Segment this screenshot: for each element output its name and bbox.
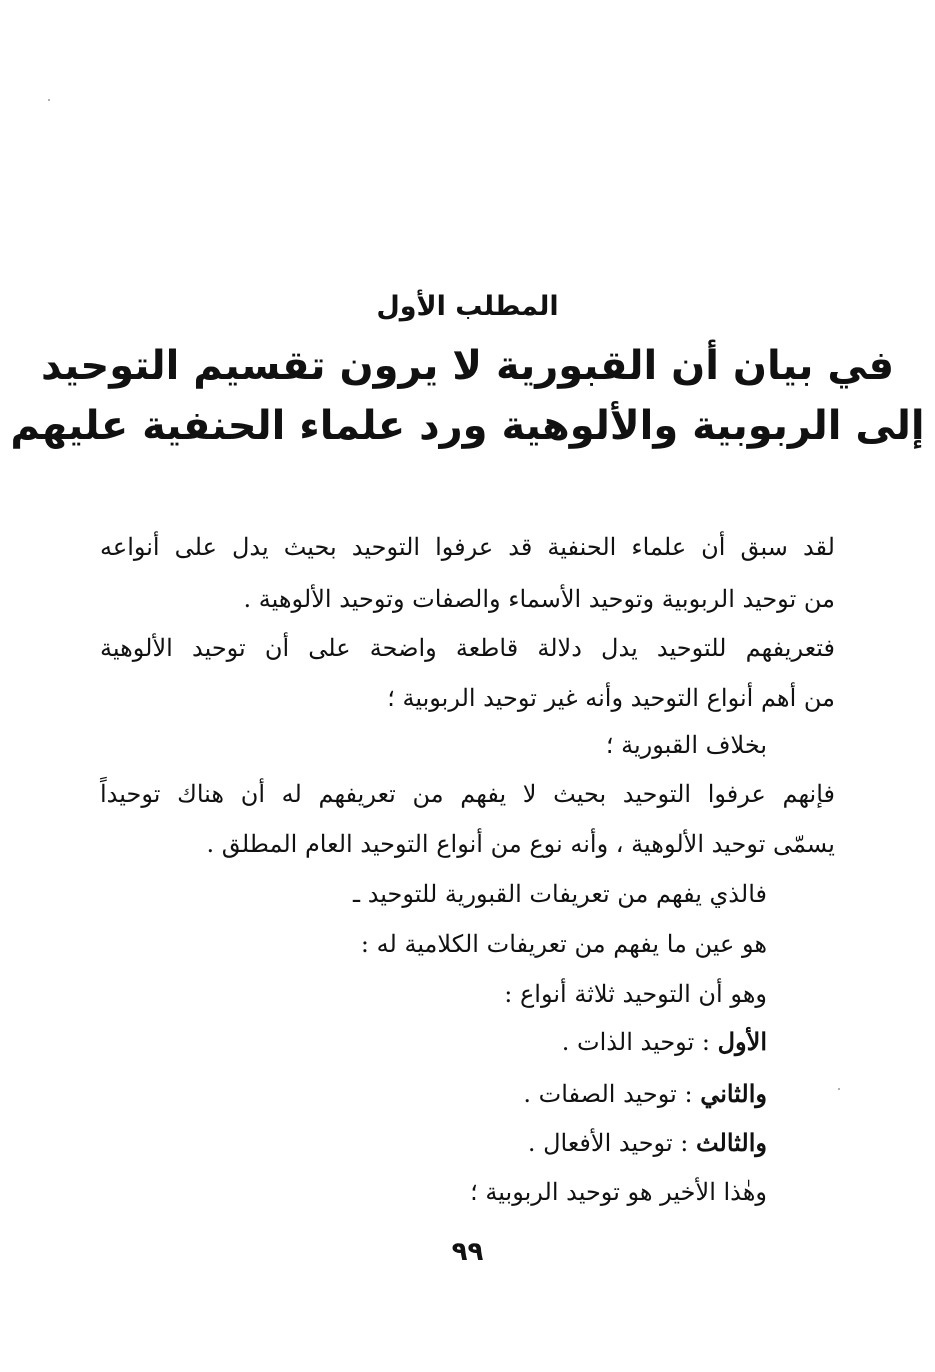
body-line-4: من أهم أنواع التوحيد وأنه غير توحيد الربوبية ؛	[387, 684, 835, 712]
body-line-7: يسمّى توحيد الألوهية ، وأنه نوع من أنواع التوحيد العام المطلق .	[206, 830, 835, 858]
chapter-title-line-2: إلى الربوبية والألوهية ورد علماء الحنفية عليهم	[10, 403, 925, 449]
body-line-6: فإنهم عرفوا التوحيد بحيث لا يفهم من تعريفهم له أن هناك توحيداً	[100, 780, 835, 808]
chapter-title-line-1: في بيان أن القبورية لا يرون تقسيم التوحيد	[40, 343, 895, 389]
body-line-8: فالذي يفهم من تعريفات القبورية للتوحيد ـ	[353, 880, 767, 908]
body-line-9: هو عين ما يفهم من تعريفات الكلامية له :	[360, 930, 767, 958]
list-item-text: : توحيد الذات .	[561, 1028, 710, 1056]
list-item-label: والثالث	[695, 1128, 767, 1157]
body-line-3: فتعريفهم للتوحيد يدل دلالة قاطعة واضحة على أن توحيد الألوهية	[100, 634, 835, 662]
list-item-text: : توحيد الأفعال .	[527, 1129, 689, 1157]
list-item-3	[528, 1125, 767, 1161]
list-item-label: والثاني	[700, 1079, 767, 1108]
page-number: ٩٩	[451, 1237, 484, 1267]
list-item-1	[562, 1024, 767, 1060]
list-item-text: : توحيد الصفات .	[523, 1080, 693, 1108]
body-line-2: من توحيد الربوبية وتوحيد الأسماء والصفات وتوحيد الألوهية .	[243, 585, 835, 613]
section-label: المطلب الأول	[376, 291, 559, 322]
body-line-5: بخلاف القبورية ؛	[605, 731, 767, 759]
body-line-10: وهو أن التوحيد ثلاثة أنواع :	[504, 980, 767, 1008]
body-line-1: لقد سبق أن علماء الحنفية قد عرفوا التوحيد بحيث يدل على أنواعه	[100, 533, 835, 561]
closing-line: وهٰذا الأخير هو توحيد الربوبية ؛	[470, 1178, 767, 1206]
scan-speck	[838, 1088, 840, 1090]
list-item-label: الأول	[717, 1027, 767, 1056]
scan-speck	[48, 99, 50, 101]
list-item-2	[523, 1076, 767, 1112]
